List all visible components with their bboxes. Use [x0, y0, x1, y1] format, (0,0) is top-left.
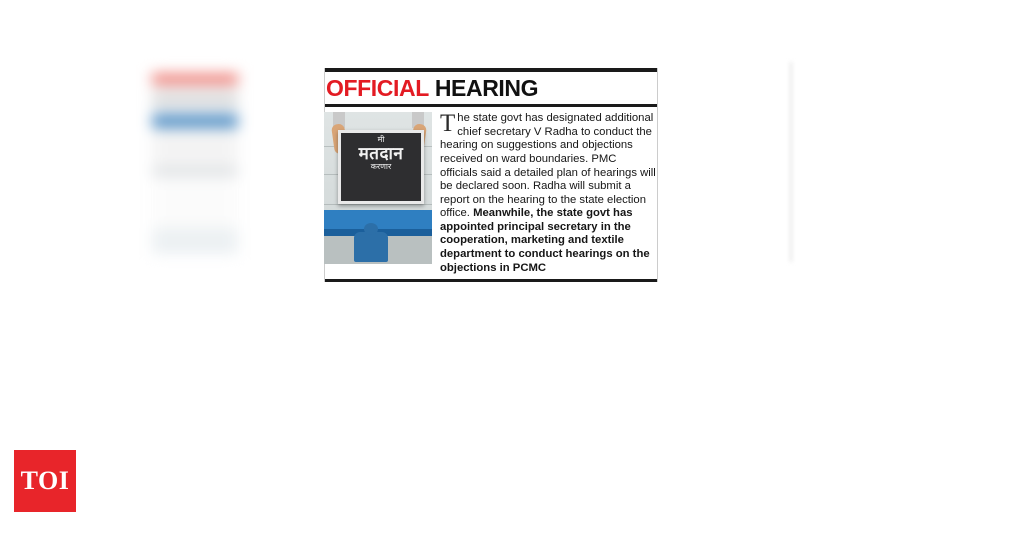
clipping-body [324, 107, 658, 279]
ghost-band [152, 105, 238, 114]
ghost-band [152, 114, 238, 128]
toi-logo-text: TOI [20, 466, 70, 495]
clipping-bottom-rule [324, 279, 658, 282]
blurred-adjacent-clipping [152, 60, 238, 270]
placard-line-1: मी [377, 135, 385, 145]
headline-top-rule [324, 68, 658, 72]
ghost-band [152, 60, 238, 74]
photo-wall-line [324, 204, 432, 205]
photo-graffiti-figure [354, 232, 388, 262]
clipping-right-border [657, 68, 658, 282]
headline-word-official: OFFICIAL [326, 75, 429, 101]
article-paragraph-2: Meanwhile, the state govt has appointed principal secretary in the cooperation, marketing and textile department to conduct hearings on the objections in PCMC [440, 207, 650, 274]
ghost-band [152, 168, 238, 176]
photo-placard [338, 130, 424, 204]
article-photo [324, 112, 432, 264]
headline [324, 75, 658, 102]
article-text-column [440, 112, 658, 275]
ghost-band [152, 228, 238, 254]
ghost-band [152, 90, 238, 102]
ghost-band [152, 254, 238, 270]
ghost-band [152, 176, 238, 228]
ghost-band [152, 74, 238, 84]
toi-logo [14, 450, 76, 512]
article-paragraph-1: he state govt has designated additional chief secretary V Radha to conduct the hearing on suggestions and objections received on ward boundaries. PMC officials said a detailed plan of hearings will be declared soon. Radha will submit a report on the hearing to the state election office. [440, 112, 656, 220]
headline-word-hearing: HEARING [434, 75, 539, 101]
page-column-rule [790, 62, 792, 262]
photo-blue-wall-band [324, 210, 432, 230]
ghost-band [152, 128, 238, 168]
drop-cap: T [440, 110, 456, 138]
placard-line-2: मतदान [358, 143, 404, 163]
news-clipping [324, 68, 658, 282]
placard-line-3: करणार [370, 162, 392, 172]
